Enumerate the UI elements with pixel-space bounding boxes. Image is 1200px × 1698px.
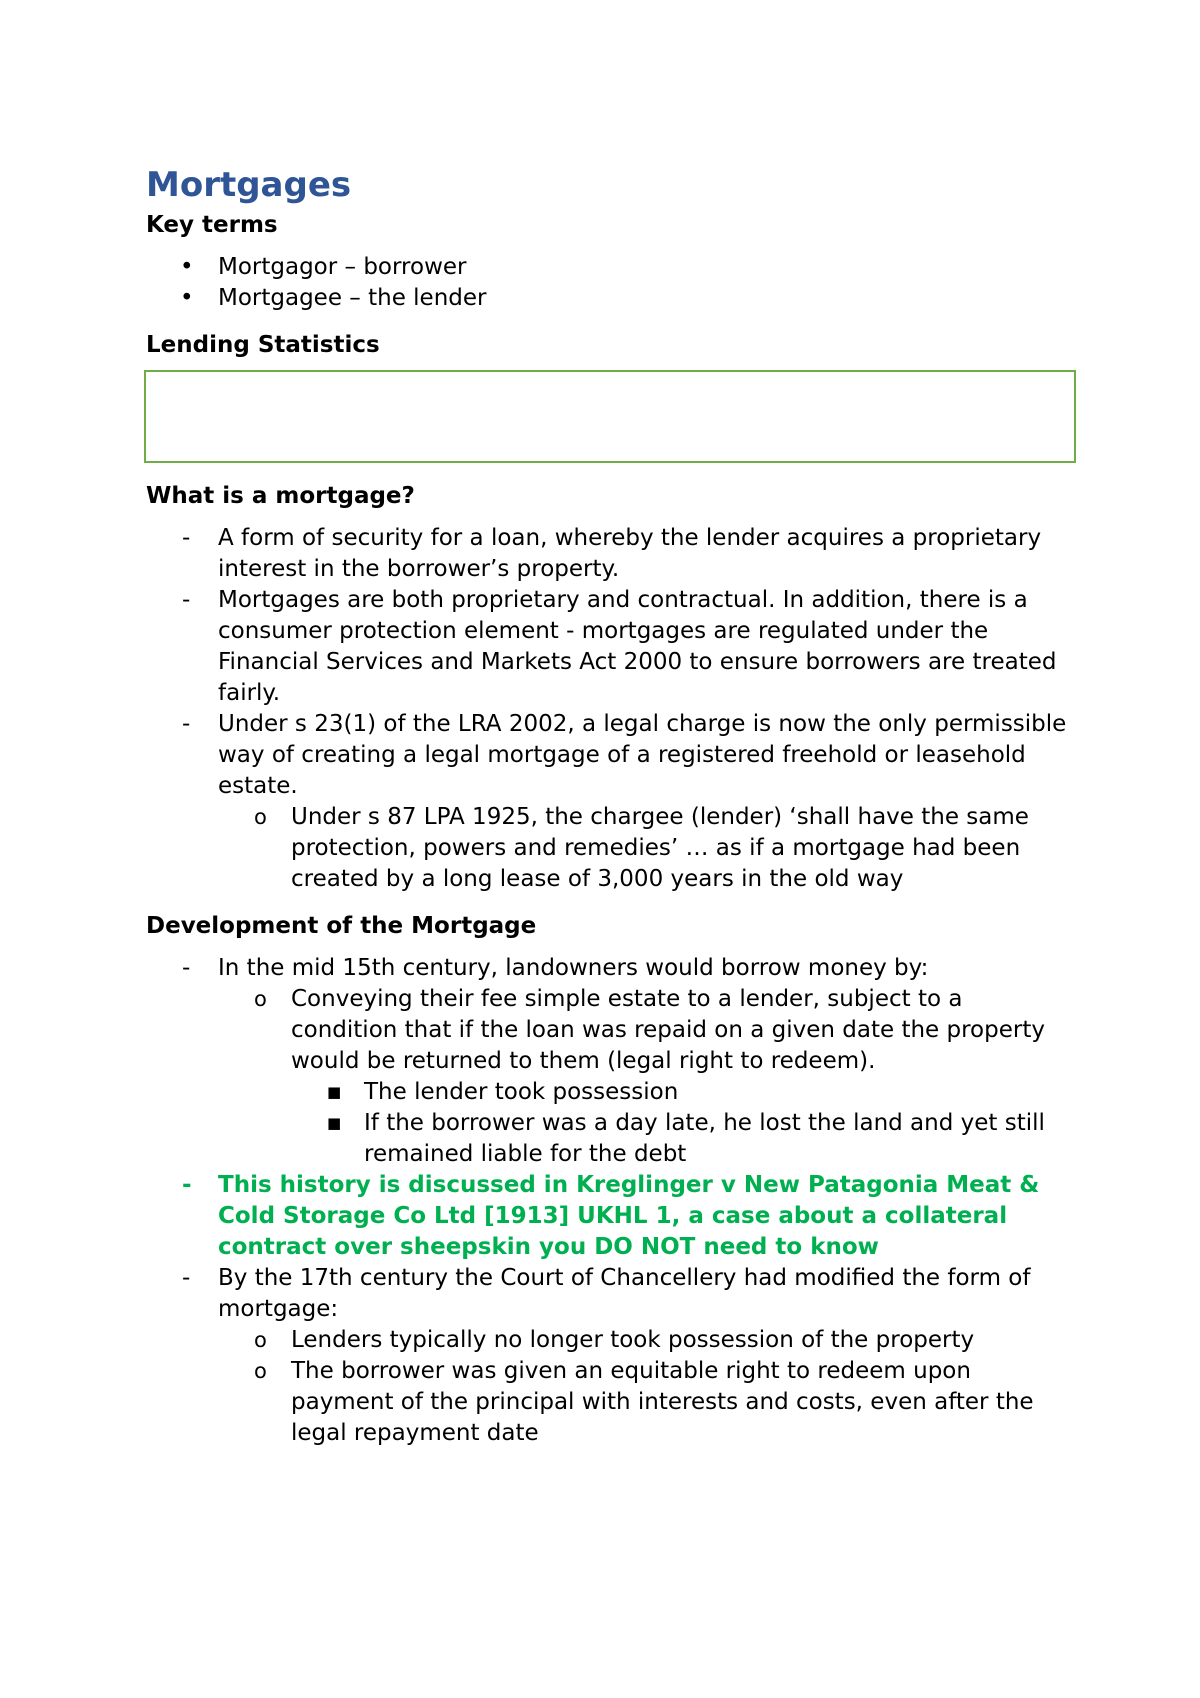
list-item (146, 1170, 1076, 1263)
development-heading: Development of the Mortgage (146, 913, 537, 939)
bullet-icon: • (180, 254, 194, 280)
list-item: - Mortgages are both proprietary and contractual. In addition, there is a consumer protection element - mortgages are regulated under the Financial Services and Markets Act 2000 to ensure borrowers are treated fairly. (182, 587, 1057, 706)
list-item: - Under s 23(1) of the LRA 2002, a legal charge is now the only permissible way of creating a legal mortgage of a registered freehold or leasehold estate. o Under s 87 LPA 1925, the chargee (lender) ‘shall have the same protection, powers and remedies’ … as if a mortgage had been created by a long lease of 3,000 years in the old way (146, 709, 1076, 895)
highlighted-note: This history is discussed in Kreglinger v New Patagonia Meat & Cold Storage Co Ltd [1913] UKHL 1, a case about a collateral contract over sheepskin you DO NOT need to know (218, 1172, 1040, 1260)
list-item: o Under s 87 LPA 1925, the chargee (lender) ‘shall have the same protection, powers and remedies’ … as if a mortgage had been created by a long lease of 3,000 years in the old way (254, 804, 1029, 892)
dash-marker: - (182, 1172, 192, 1198)
dash-marker: - (182, 525, 191, 551)
what-is-mortgage-heading: What is a mortgage? (146, 483, 415, 509)
list-item: • Mortgagor – borrower (146, 252, 1076, 283)
circle-bullet-icon: o (254, 987, 267, 1011)
sub-sub-list (291, 1077, 1076, 1170)
dash-marker: - (182, 955, 191, 981)
list-item: - By the 17th century the Court of Chancellery had modified the form of mortgage: o Lenders typically no longer took possession of the property o The borrower was given an equitable right to redeem upon payment of the principal with interests and costs, even after the legal repayment date (146, 1263, 1076, 1449)
list-item: • Mortgagee – the lender (146, 283, 1076, 314)
key-terms-list (146, 252, 1076, 314)
document-page (146, 164, 1076, 1459)
list-item: ■ The lender took possession (291, 1077, 1076, 1108)
sub-list (218, 1325, 1076, 1449)
list-item: o Lenders typically no longer took possession of the property (218, 1325, 1076, 1356)
dash-marker: - (182, 711, 191, 737)
list-item: - In the mid 15th century, landowners would borrow money by: o Conveying their fee simple estate to a lender, subject to a condition that if the loan was repaid on a given date the property would be returned to them (legal right to redeem). ■ The lender took possession ■ If the borrower was a day late, he lost the land and yet still remained liable for the debt (146, 953, 1076, 1170)
key-terms-heading: Key terms (146, 212, 278, 238)
list-item: o Conveying their fee simple estate to a lender, subject to a condition that if the loan was repaid on a given date the property would be returned to them (legal right to redeem). ■ The lender took possession ■ If the borrower was a day late, he lost the land and yet still remained liable for the debt (218, 984, 1076, 1170)
list-item: o The borrower was given an equitable right to redeem upon payment of the principal with interests and costs, even after the legal repayment date (254, 1358, 1034, 1446)
development-list (146, 953, 1076, 1449)
square-bullet-icon: ■ (327, 1083, 342, 1101)
list-item: - A form of security for a loan, whereby the lender acquires a proprietary interest in the borrower’s property. (182, 525, 1042, 582)
circle-bullet-icon: o (254, 1328, 267, 1352)
page-title: Mortgages (146, 165, 352, 205)
bullet-icon: • (180, 285, 194, 311)
lending-statistics-box (144, 370, 1076, 463)
dash-marker: - (182, 1265, 191, 1291)
circle-bullet-icon: o (254, 805, 267, 829)
what-is-list (146, 523, 1076, 895)
square-bullet-icon: ■ (327, 1114, 342, 1132)
sub-list (218, 802, 1076, 895)
list-item: ■ If the borrower was a day late, he lost the land and yet still remained liable for the debt (327, 1110, 1045, 1167)
circle-bullet-icon: o (254, 1359, 267, 1383)
lending-statistics-heading: Lending Statistics (146, 332, 380, 358)
dash-marker: - (182, 587, 191, 613)
sub-list (218, 984, 1076, 1170)
